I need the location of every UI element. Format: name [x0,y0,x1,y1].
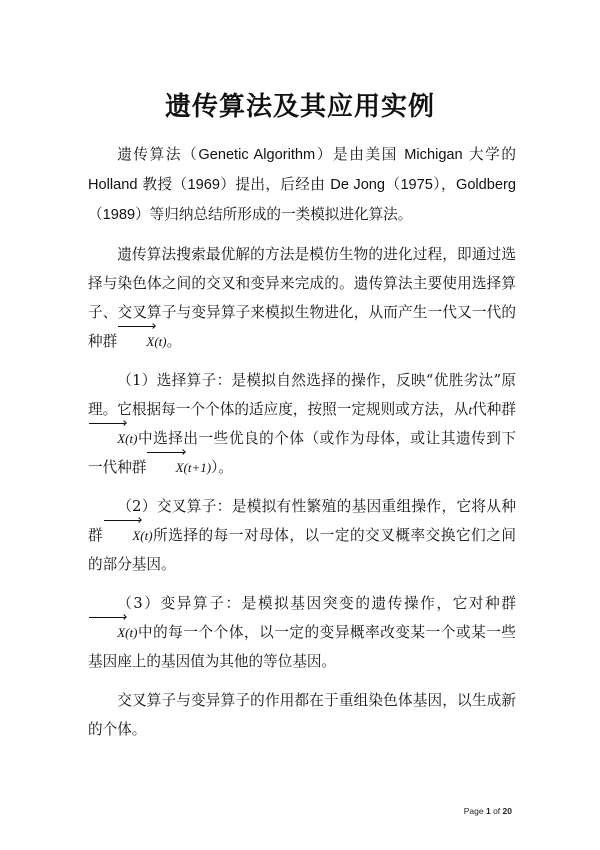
math-argument: (t) [154,334,167,349]
footer-total-pages: 20 [502,806,512,816]
text-run: （1）选择算子：是模拟自然选择的操作，反映“优胜劣汰”原理。它根据每一个个体的适应度，按照一定规则或方法，从 [88,372,516,418]
text-run: ）是由美国 [315,146,405,163]
paragraph-summary [88,686,516,744]
text-run-latin: 1969 [187,177,220,193]
text-run: 遗传算法搜索最优解的方法是模仿生物的进化过程，即通过选择与染色体之间的交叉和变异来完成的。遗传算法主要使用选择算子、交叉算子与变异算子来模拟生物进化，从而产生一代又一代的种群 [88,246,516,350]
text-run: （ [385,176,401,193]
math-population-xt1 [146,460,211,475]
paragraph-mutation-operator [88,589,516,676]
text-run-latin: Goldberg [455,177,517,193]
vector-x-symbol: X [146,453,183,482]
footer-page-label: Page [463,806,484,816]
paragraph-crossover-operator [88,492,516,579]
text-run-latin: 1975 [400,177,433,193]
text-run-latin: 1989 [102,207,136,223]
vector-x-symbol: X [117,327,154,356]
text-run: 代种群 [472,401,516,418]
text-run-latin: Michigan [404,147,463,163]
math-population-xt [88,431,137,446]
math-population-xt [103,528,152,543]
text-run: 交叉算子与变异算子的作用都在于重组染色体基因，以生成新的个体。 [88,692,516,738]
math-variable-t: t [468,402,473,417]
text-run: 所选择的每一对母体，以一定的交叉概率交换它们之间的部分基因。 [88,527,516,573]
text-run: （2）交叉算子：是模拟有性繁殖的基因重组操作，它将从种群 [88,498,516,544]
paragraph-selection-operator [88,366,516,482]
math-argument: (t) [140,528,153,543]
math-argument: (t+1) [183,460,212,475]
text-run: （ [88,206,103,223]
text-run: 中的每一个个体，以一定的变异概率改变某一个或某一些基因座上的基因值为其他的等位基因。 [88,624,516,670]
math-argument: (t) [125,625,138,640]
math-population-xt [88,625,137,640]
text-run-latin: Genetic Algorithm [198,147,316,163]
text-run: ）提出，后经由 [219,176,331,193]
text-run: ）， [432,176,456,193]
text-run: 大学的 [462,146,517,163]
document-body [88,140,516,754]
text-run: 。 [166,333,182,350]
math-population-xt [117,334,166,349]
text-run: （3）变异算子：是模拟基因突变的遗传操作，它对种群 [117,595,516,612]
document-title: 遗传算法及其应用实例 [164,92,435,122]
text-run: ）。 [211,459,233,476]
math-argument: (t) [125,431,138,446]
text-run: ）等归纳总结所形成的一类模拟进化算法。 [135,206,413,223]
paragraph-search-method [88,240,516,356]
text-run: 遗传算法（ [117,146,199,163]
text-run: 教授（ [137,176,188,193]
paragraph-intro [88,140,516,230]
vector-x-symbol: X [103,521,140,550]
footer-current-page: 1 [485,806,491,816]
page-footer [464,806,512,816]
text-run: 中选择出一些优良的个体（或作为母体，或让其遗传到下一代种群 [88,430,516,476]
text-run-latin: De Jong [330,177,386,193]
vector-x-symbol: X [88,424,125,453]
footer-of-label: of [493,806,501,816]
text-run-latin: Holland [88,177,138,193]
vector-x-symbol: X [88,618,125,647]
